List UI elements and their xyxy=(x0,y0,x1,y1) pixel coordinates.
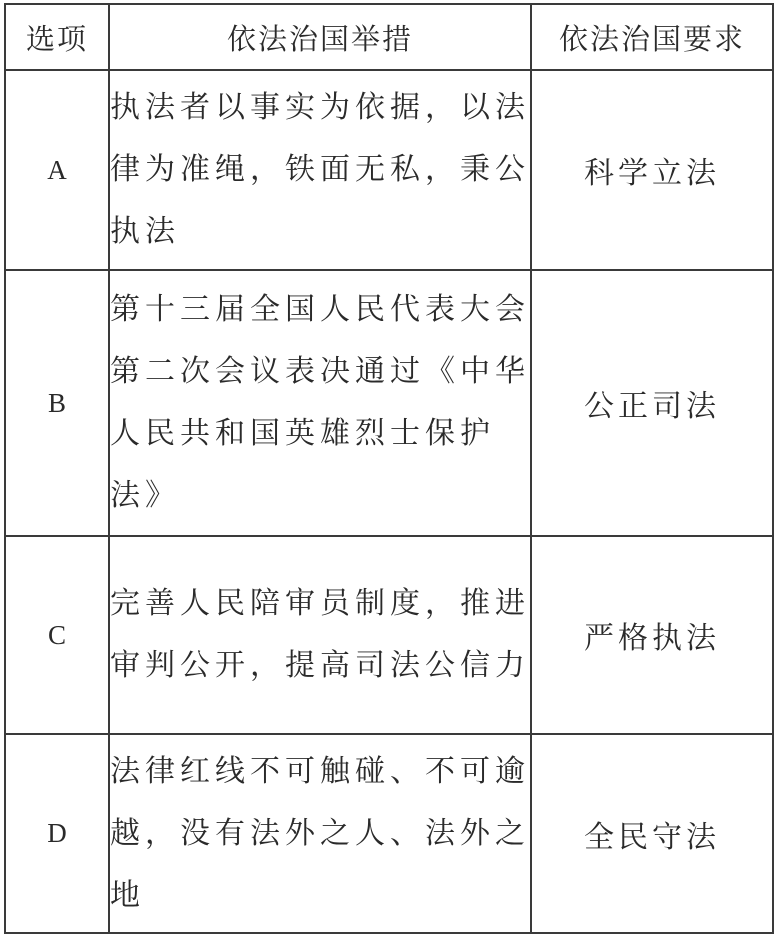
measure-text: 第十三届全国人民代表大会第二次会议表决通过《中华人民共和国英雄烈士保护法》 xyxy=(109,270,531,536)
table-row-a xyxy=(5,70,773,270)
option-letter: C xyxy=(5,536,109,734)
header-row xyxy=(5,4,773,70)
header-measure: 依法治国举措 xyxy=(109,4,531,70)
requirement-text: 科学立法 xyxy=(531,70,773,270)
option-letter: D xyxy=(5,734,109,933)
requirement-text: 全民守法 xyxy=(531,734,773,933)
measure-text: 法律红线不可触碰、不可逾越，没有法外之人、法外之地 xyxy=(109,734,531,933)
requirement-text: 公正司法 xyxy=(531,270,773,536)
table-row-d xyxy=(5,734,773,933)
requirement-text: 严格执法 xyxy=(531,536,773,734)
table-row-c xyxy=(5,536,773,734)
table-row-b xyxy=(5,270,773,536)
header-option: 选项 xyxy=(5,4,109,70)
measure-text: 执法者以事实为依据，以法律为准绳，铁面无私，秉公执法 xyxy=(109,70,531,270)
option-letter: A xyxy=(5,70,109,270)
measure-text: 完善人民陪审员制度，推进审判公开，提高司法公信力 xyxy=(109,536,531,734)
header-requirement: 依法治国要求 xyxy=(531,4,773,70)
option-letter: B xyxy=(5,270,109,536)
options-table xyxy=(4,3,774,934)
